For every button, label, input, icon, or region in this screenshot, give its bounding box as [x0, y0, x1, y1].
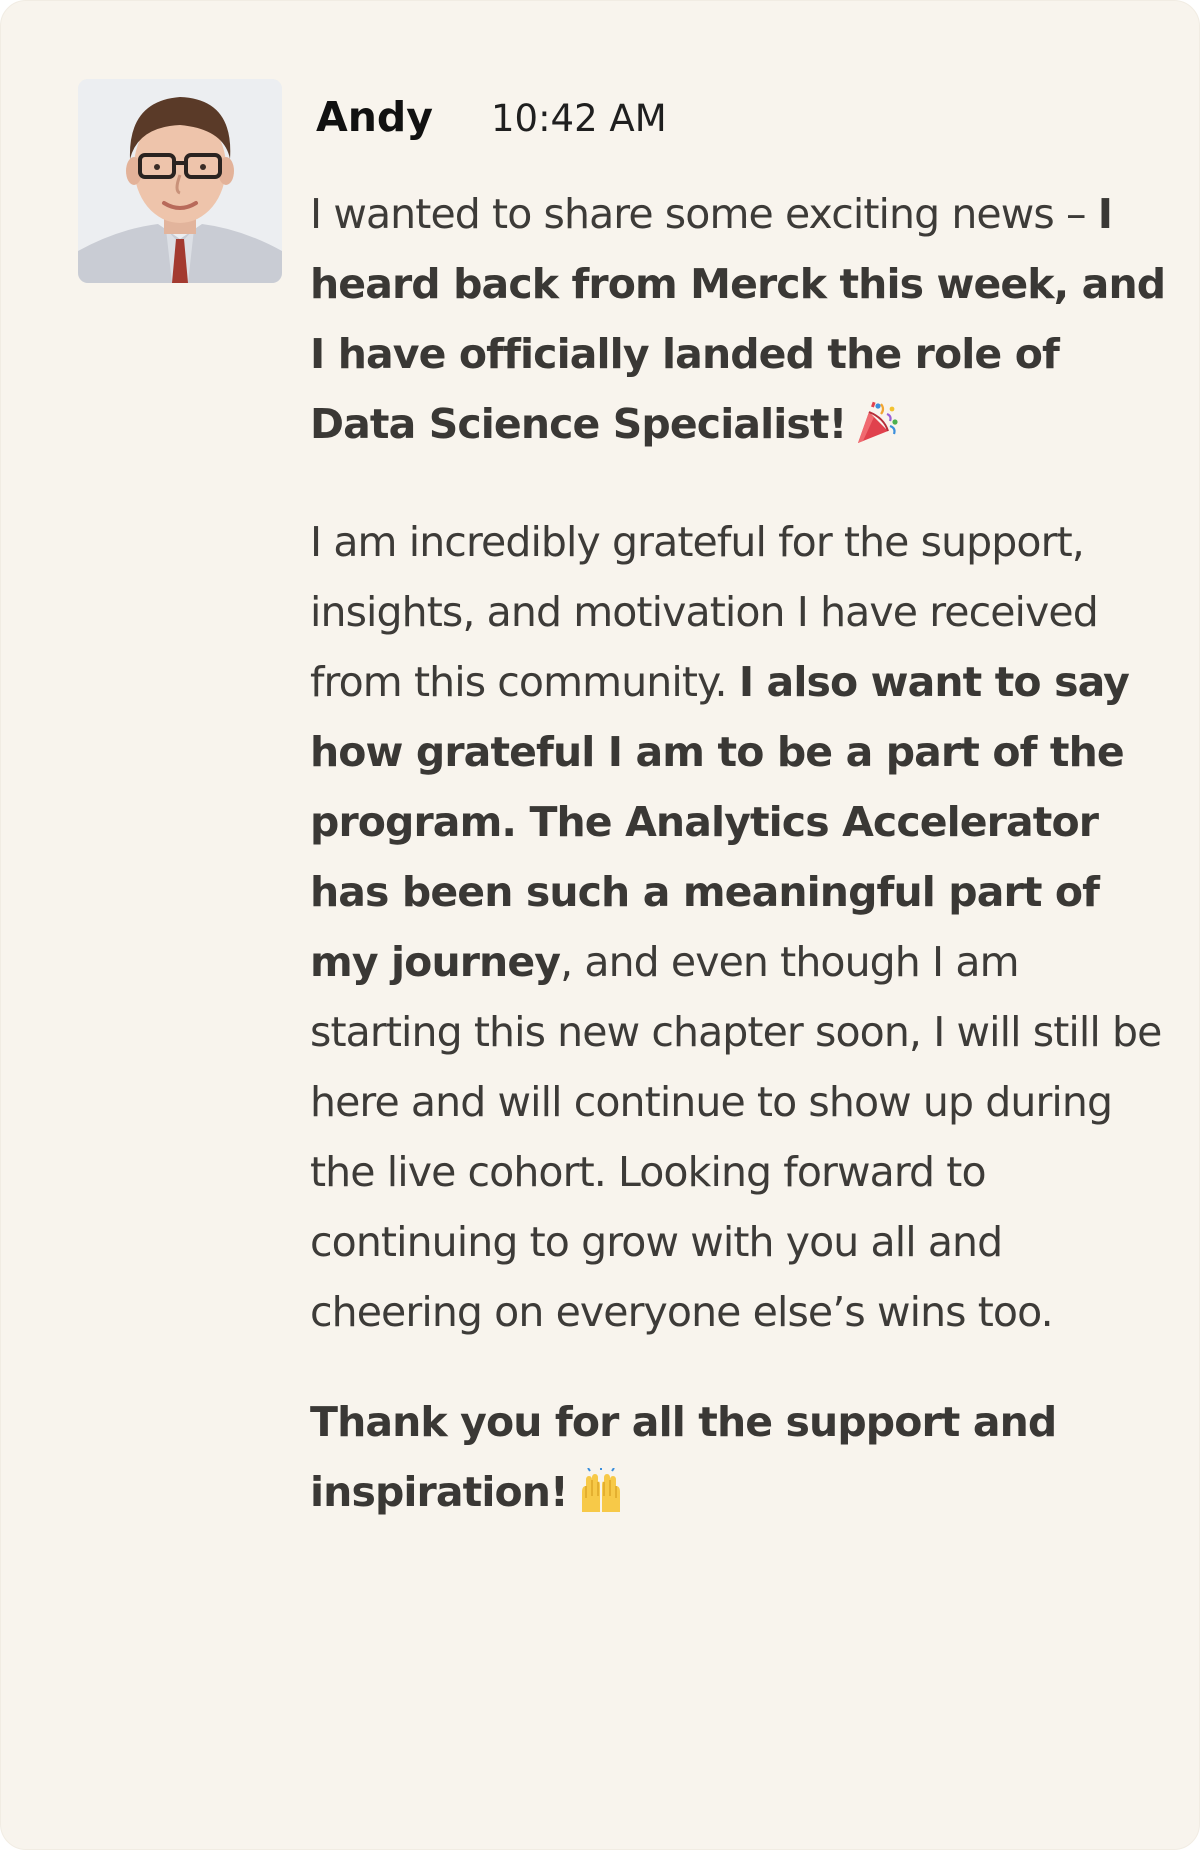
paragraph-2-intro: I am incredibly grateful for the support, insights, and motivation I have received from this community.	[310, 518, 1098, 706]
paragraph-2-bold: I also want to say how grateful I am to be a part of the program. The Analytics Accelerator has been such a meaningful part of my journey	[310, 658, 1129, 986]
paragraph-2	[310, 507, 1170, 1347]
raising-hands-icon	[576, 1465, 626, 1535]
party-popper-icon	[854, 397, 900, 467]
timestamp[interactable]: 10:42 AM	[491, 97, 667, 140]
message-body	[310, 179, 1170, 1535]
paragraph-1-bold: I heard back from Merck this week, and I have officially landed the role of Data Science Specialist!	[310, 190, 1166, 448]
paragraph-1-intro: I wanted to share some exciting news –	[310, 190, 1098, 238]
paragraph-2-rest: , and even though I am starting this new chapter soon, I will still be here and will continue to show up during the live cohort. Looking forward to continuing to grow with you all and cheering on everyone else’s wins too.	[310, 938, 1162, 1336]
avatar[interactable]	[78, 79, 282, 283]
paragraph-3	[310, 1387, 1170, 1535]
avatar-photo	[78, 79, 282, 283]
paragraph-3-bold: Thank you for all the support and inspiration!	[310, 1398, 1057, 1516]
paragraph-1	[310, 179, 1170, 467]
author-name[interactable]: Andy	[316, 93, 433, 141]
message-header	[316, 93, 667, 141]
